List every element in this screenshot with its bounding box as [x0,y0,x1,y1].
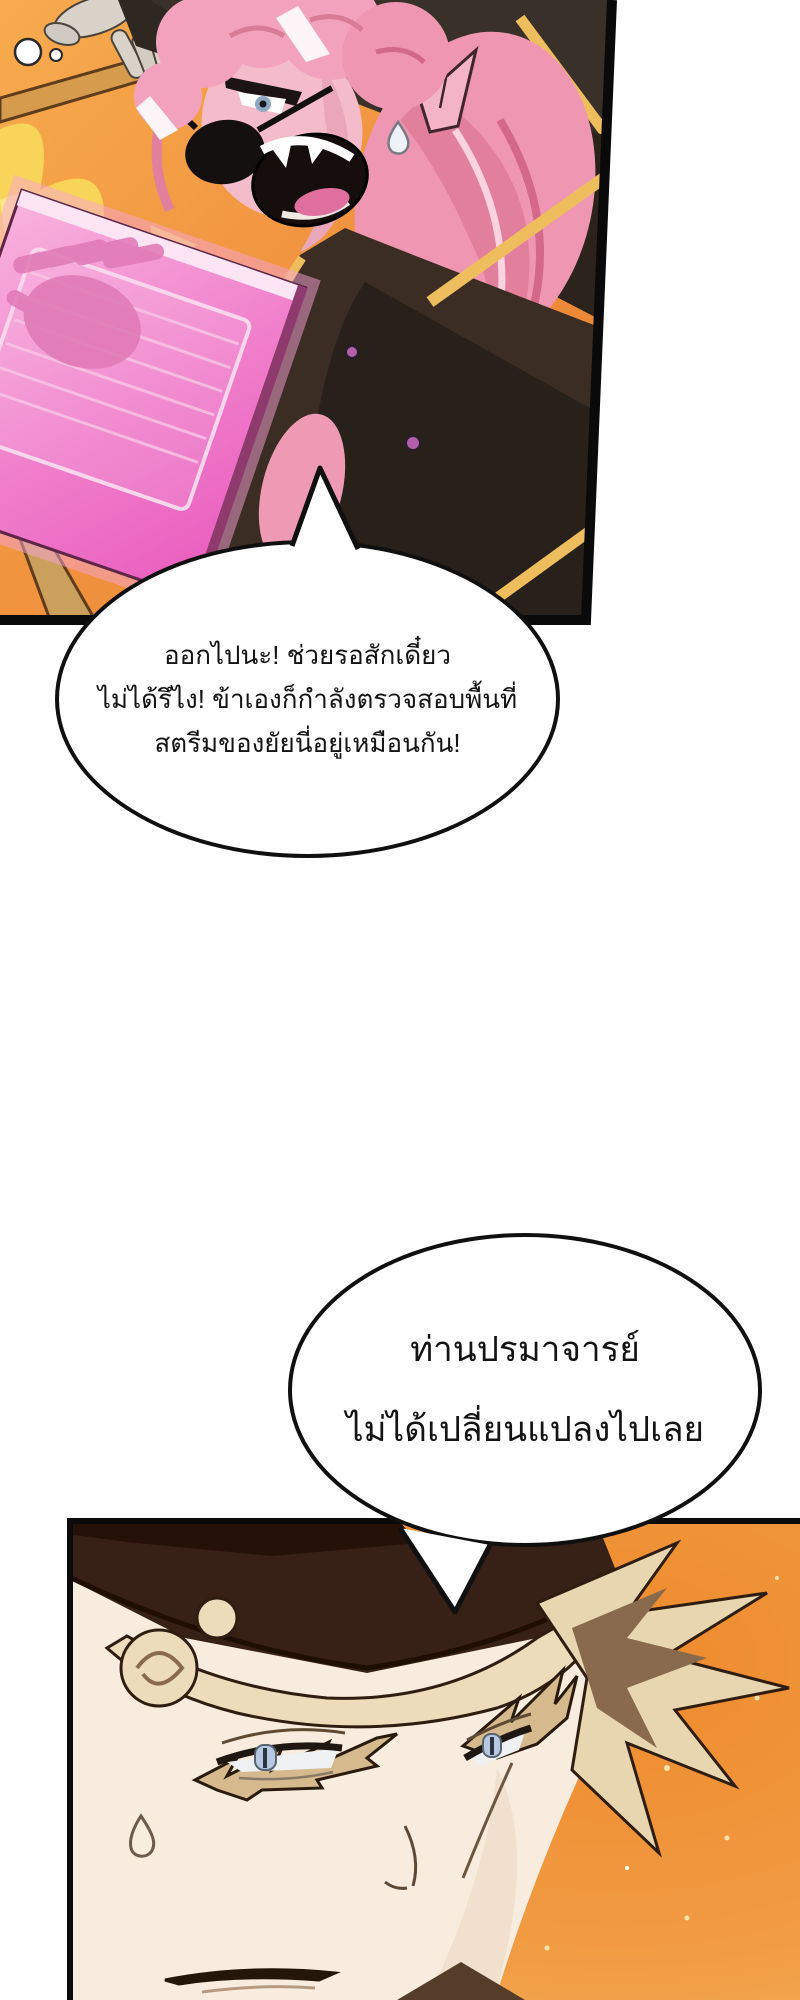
speech-bubble-1 [55,540,560,858]
speech-bubble-2-tail [385,1515,505,1625]
bubble1-line3: สตรีมของยัยนี่อยู่เหมือนกัน! [154,728,461,758]
thought-bubble-dot [15,39,41,65]
bubble2-line2: ไม่ได้เปลี่ยนแปลงไปเลย [345,1410,705,1449]
speech-bubble-2-text [292,1310,758,1470]
speech-bubble-1-text [59,633,556,765]
hair-curl [121,1630,197,1706]
coat-button [406,436,420,450]
bubble1-line2: ไม่ได้รึไง! ข้าเองก็กำลังตรวจสอบพื้นที่ [97,684,518,714]
coat-button [346,346,358,358]
speech-bubble-1-tail [278,458,373,558]
bubble1-line1: ออกไปนะ! ช่วยรอสักเดี๋ยว [163,640,451,670]
speech-bubble-2 [288,1233,762,1547]
thought-bubble-dot [50,49,62,61]
hair-curl [197,1598,237,1638]
bubble2-line1: ท่านปรมาจารย์ [410,1330,640,1369]
